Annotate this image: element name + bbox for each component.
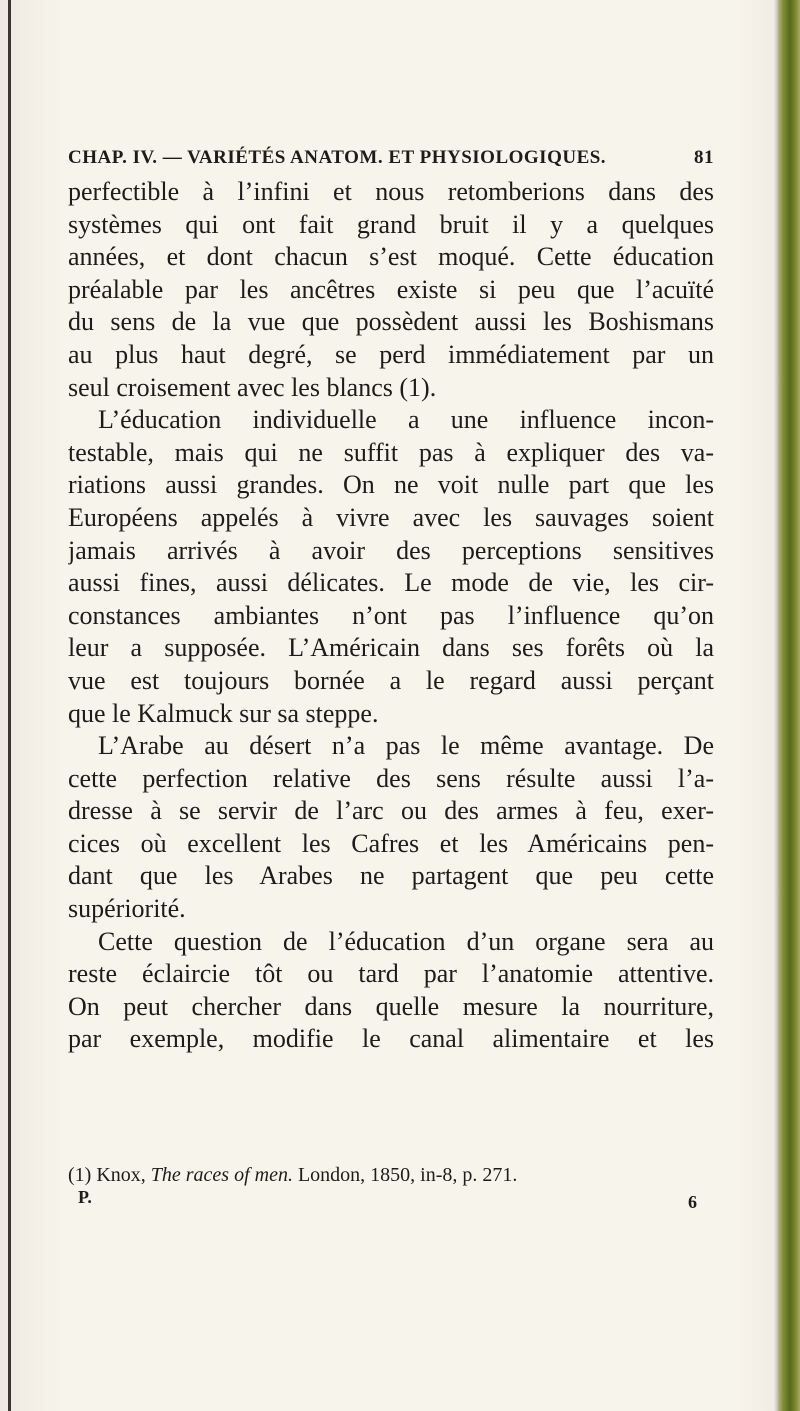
book-spine [778,0,800,1411]
paragraph-start-line: L’éducation individuelle a une influence incon- [98,405,714,435]
text-line: supériorité. [68,894,186,924]
text-line: constances ambiantes n’ont pas l’influence qu’on [68,600,714,630]
text-line: seul croisement avec les blancs (1). [68,372,437,402]
text-line: leur a supposée. L’Américain dans ses forêts où la [68,633,714,663]
signature-mark: P. [78,1187,92,1207]
footnote [68,1163,668,1187]
text-line: que le Kalmuck sur sa steppe. [68,698,379,728]
text-line: années, et dont chacun s’est moqué. Cette éducation [68,242,714,272]
footnote-author: (1) Knox, [68,1164,151,1186]
text-line: du sens de la vue que possèdent aussi les Boshismans [68,307,714,337]
running-header-title: CHAP. IV. — VARIÉTÉS ANATOM. ET PHYSIOLOGIQUES. [68,147,607,168]
text-line: préalable par les ancêtres existe si peu que l’acuïté [68,274,714,304]
text-line: cices où excellent les Cafres et les Américains pen- [68,828,714,858]
footnote-publication: London, 1850, in-8, p. 271. [292,1164,518,1186]
text-line: par exemple, modifie le canal alimentaire et les [68,1024,714,1054]
text-line: reste éclaircie tôt ou tard par l’anatomie attentive. [68,959,714,989]
paragraph-start-line: L’Arabe au désert n’a pas le même avantage. De [98,731,714,761]
signature-number: 6 [688,1192,697,1212]
text-line: au plus haut degré, se perd immédiatement par un [68,339,714,369]
paragraph-start-line: Cette question de l’éducation d’un organe sera au [98,926,714,956]
text-line: dant que les Arabes ne partagent que peu cette [68,861,714,891]
running-header [68,147,714,173]
text-line: Européens appelés à vivre avec les sauvages soient [68,502,714,532]
page-number: 81 [694,147,714,168]
body-text [68,176,714,1056]
text-line: cette perfection relative des sens résulte aussi l’a- [68,763,714,793]
text-line: testable, mais qui ne suffit pas à expliquer des va- [68,437,714,467]
text-line: dresse à se servir de l’arc ou des armes à feu, exer- [68,796,714,826]
text-line: vue est toujours bornée a le regard aussi perçant [68,665,714,695]
text-line: systèmes qui ont fait grand bruit il y a quelques [68,209,714,239]
text-line: perfectible à l’infini et nous retomberions dans des [68,177,714,206]
text-line: riations aussi grandes. On ne voit nulle part que les [68,470,714,500]
page-left-border [8,0,11,1411]
footnote-title: The races of men. [150,1164,293,1186]
text-line: On peut chercher dans quelle mesure la nourriture, [68,991,714,1021]
text-line: aussi fines, aussi délicates. Le mode de vie, les cir- [68,568,714,598]
text-line: jamais arrivés à avoir des perceptions sensitives [68,535,714,565]
